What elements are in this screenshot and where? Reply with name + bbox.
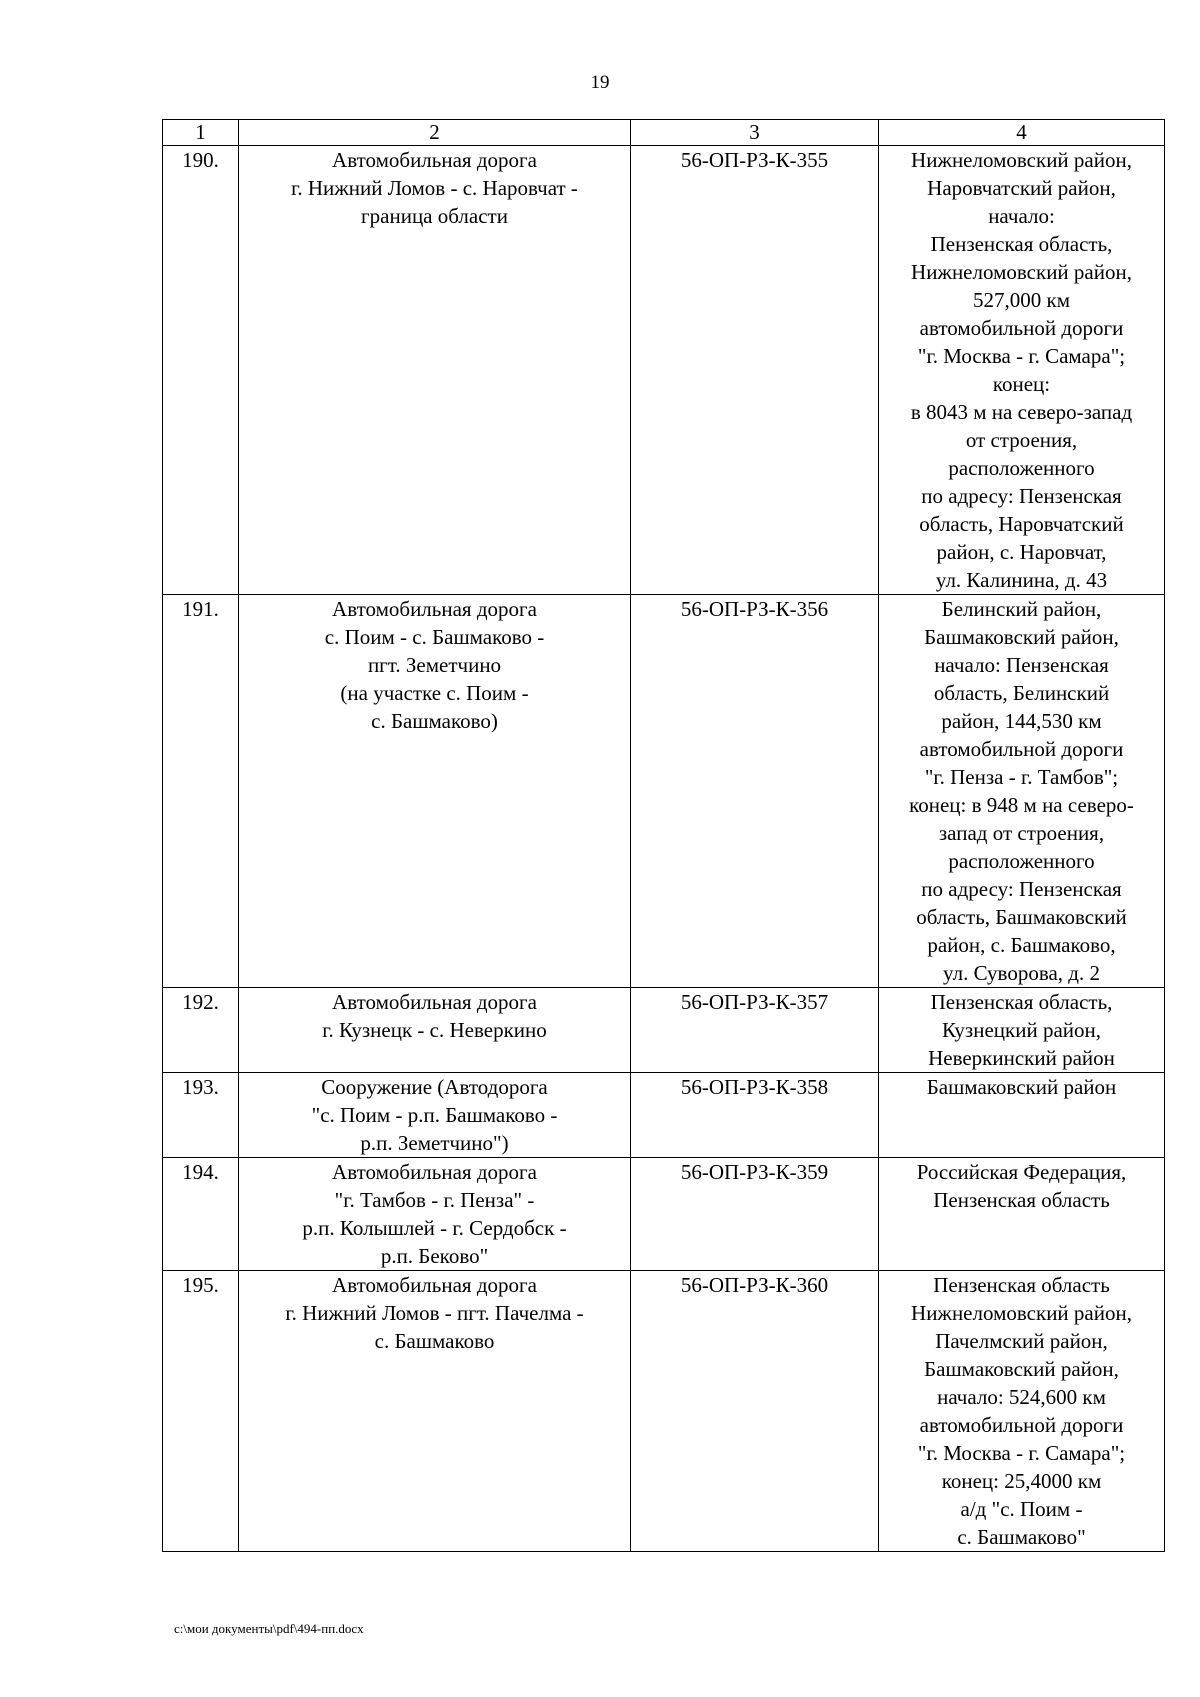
road-name-cell: Автомобильная дорога с. Поим - с. Башмаково - пгт. Земетчино (на участке с. Поим - с. Башмаково) [239, 595, 631, 988]
road-id-cell: 56-ОП-РЗ-К-356 [631, 595, 879, 988]
table-row [163, 1073, 1165, 1158]
table-row [163, 988, 1165, 1073]
road-name-cell: Автомобильная дорога г. Нижний Ломов - пгт. Пачелма - с. Башмаково [239, 1271, 631, 1552]
header-cell: 2 [239, 120, 631, 146]
row-number-cell: 194. [163, 1158, 239, 1271]
road-location-cell: Пензенская область Нижнеломовский район, Пачелмский район, Башмаковский район, начало: 524,600 км автомобильной дороги "г. Москва - г. Самара"; конец: 25,4000 км а/д "с. Поим - с. Башмаково" [879, 1271, 1165, 1552]
road-id-cell: 56-ОП-РЗ-К-358 [631, 1073, 879, 1158]
table-row [163, 1271, 1165, 1552]
road-location-cell: Башмаковский район [879, 1073, 1165, 1158]
road-location-cell: Российская Федерация, Пензенская область [879, 1158, 1165, 1271]
road-name-cell: Автомобильная дорога г. Нижний Ломов - с. Наровчат - граница области [239, 146, 631, 595]
row-number-cell: 190. [163, 146, 239, 595]
page-number: 19 [590, 72, 610, 93]
road-location-cell: Пензенская область, Кузнецкий район, Неверкинский район [879, 988, 1165, 1073]
road-name-cell: Автомобильная дорога г. Кузнецк - с. Неверкино [239, 988, 631, 1073]
table-row [163, 146, 1165, 595]
header-cell: 3 [631, 120, 879, 146]
table-row [163, 1158, 1165, 1271]
road-name-cell: Сооружение (Автодорога "с. Поим - р.п. Башмаково - р.п. Земетчино") [239, 1073, 631, 1158]
file-path-footer: c:\мои документы\pdf\494-пп.docx [174, 1621, 364, 1636]
road-location-cell: Белинский район, Башмаковский район, начало: Пензенская область, Белинский район, 144,530 км автомобильной дороги "г. Пенза - г. Тамбов"; конец: в 948 м на северо- запад от строения, расположенного по адресу: Пензенская область, Башмаковский район, с. Башмаково, ул. Суворова, д. 2 [879, 595, 1165, 988]
roads-table [162, 119, 1165, 1552]
road-location-cell: Нижнеломовский район, Наровчатский район, начало: Пензенская область, Нижнеломовский район, 527,000 км автомобильной дороги "г. Москва - г. Самара"; конец: в 8043 м на северо-запад от строения, расположенного по адресу: Пензенская область, Наровчатский район, с. Наровчат, ул. Калинина, д. 43 [879, 146, 1165, 595]
row-number-cell: 195. [163, 1271, 239, 1552]
table-header-row [163, 120, 1165, 146]
road-name-cell: Автомобильная дорога "г. Тамбов - г. Пенза" - р.п. Колышлей - г. Сердобск - р.п. Беково" [239, 1158, 631, 1271]
road-id-cell: 56-ОП-РЗ-К-360 [631, 1271, 879, 1552]
road-id-cell: 56-ОП-РЗ-К-355 [631, 146, 879, 595]
row-number-cell: 192. [163, 988, 239, 1073]
table-row [163, 595, 1165, 988]
row-number-cell: 191. [163, 595, 239, 988]
header-cell: 1 [163, 120, 239, 146]
road-id-cell: 56-ОП-РЗ-К-357 [631, 988, 879, 1073]
header-cell: 4 [879, 120, 1165, 146]
row-number-cell: 193. [163, 1073, 239, 1158]
road-id-cell: 56-ОП-РЗ-К-359 [631, 1158, 879, 1271]
